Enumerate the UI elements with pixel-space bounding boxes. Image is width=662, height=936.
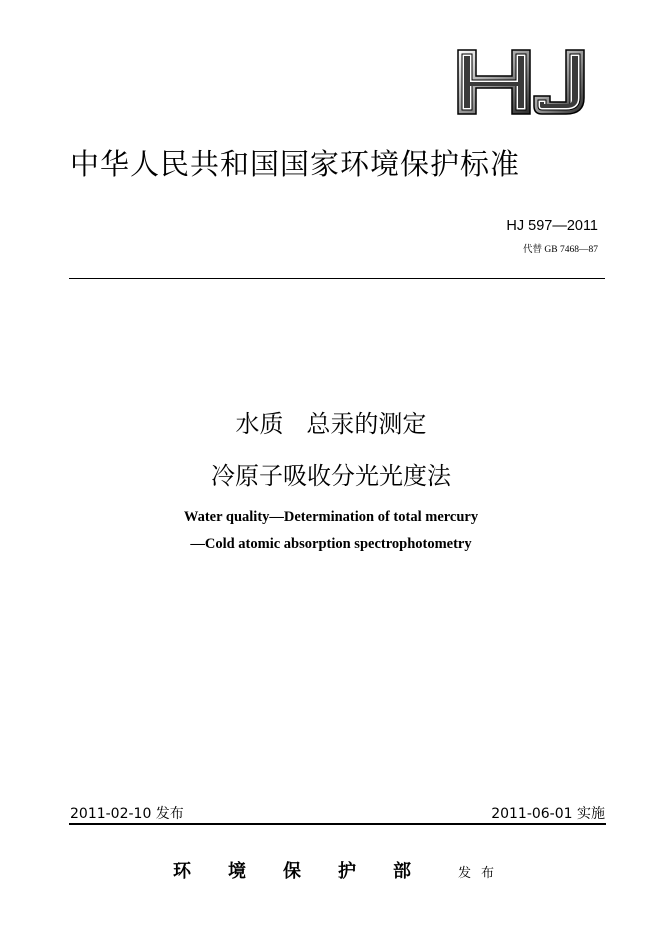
header-divider <box>69 278 605 279</box>
organization-title: 中华人民共和国国家环境保护标准 <box>70 147 521 181</box>
chinese-title-line-2: 冷原子吸收分光光度法 <box>211 462 451 490</box>
standard-code: HJ 597—2011 <box>506 218 598 234</box>
chinese-title-line-1: 水质 总汞的测定 <box>235 410 427 438</box>
issuing-authority: 环境保护部 <box>173 861 448 882</box>
replaces-standard: 代替 GB 7468—87 <box>523 245 598 255</box>
english-title-line-1: Water quality—Determination of total mercury <box>183 509 479 525</box>
implementation-date: 2011-06-01 实施 <box>491 806 605 822</box>
issue-action: 发布 <box>458 866 505 881</box>
issue-date: 2011-02-10 发布 <box>70 806 184 822</box>
hj-logo-icon <box>454 46 588 118</box>
footer-divider <box>69 823 606 825</box>
english-title-line-2: —Cold atomic absorption spectrophotometry <box>190 536 472 552</box>
